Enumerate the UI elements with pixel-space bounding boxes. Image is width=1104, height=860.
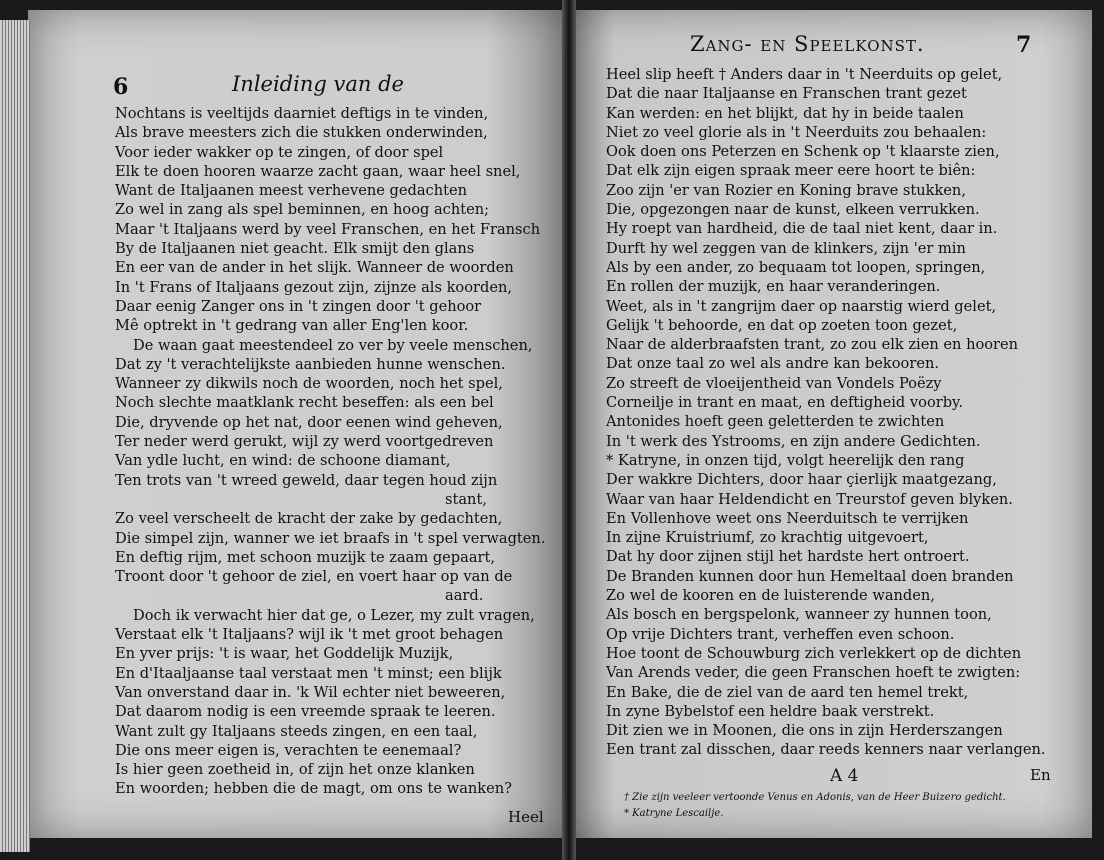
text-line: aard.: [445, 587, 484, 605]
text-line: En d'Itaaljaanse taal verstaat men 't minst; een blijk: [115, 664, 502, 682]
text-line: Der wakkre Dichters, door haar çierlijk maatgezang,: [606, 471, 997, 489]
text-line: Want de Italjaanen meest verhevene gedachten: [115, 182, 467, 200]
text-line: En Bake, die de ziel van de aard ten hemel trekt,: [606, 683, 969, 701]
text-line: Mê optrekt in 't gedrang van aller Eng'len koor.: [115, 317, 469, 335]
text-line: Gelijk 't behoorde, en dat op zoeten toon gezet,: [606, 316, 958, 334]
left-catchword: Heel: [508, 808, 544, 826]
text-line: Antonides hoeft geen geletterden te zwichten: [606, 413, 945, 431]
text-line: Dat onze taal zo wel als andre kan bekooren.: [606, 355, 939, 373]
text-line: * Katryne, in onzen tijd, volgt heerelijk den rang: [606, 451, 965, 469]
text-line: stant,: [445, 490, 487, 508]
text-line: En deftig rijm, met schoon muzijk te zaam gepaart,: [115, 548, 496, 566]
text-line: Zoo zijn 'er van Rozier en Koning brave stukken,: [606, 181, 966, 199]
text-line: Als by een ander, zo bequaam tot loopen, springen,: [606, 258, 986, 276]
text-line: Hoe toont de Schouwburg zich verlekkert op de dichten: [606, 644, 1022, 662]
text-line: Van onverstand daar in. 'k Wil echter niet beweeren,: [115, 683, 506, 701]
text-line: En Vollenhove weet ons Neerduitsch te verrijken: [606, 509, 969, 527]
text-line: Dat hy door zijnen stijl het hardste hert ontroert.: [606, 548, 970, 566]
text-line: Corneilje in trant en maat, en deftigheid voorby.: [606, 394, 963, 412]
footnote: * Katryne Lescailje.: [624, 808, 724, 819]
text-line: Zo veel verscheelt de kracht der zake by gedachten,: [115, 510, 503, 528]
text-line: Daar eenig Zanger ons in 't zingen door 't gehoor: [115, 297, 482, 315]
text-line: Troont door 't gehoor de ziel, en voert haar op van de: [115, 568, 513, 586]
footnote: † Zie zijn veeleer vertoonde Venus en Adonis, van de Heer Buizero gedicht.: [624, 792, 1006, 803]
text-line: In 't Frans of Italjaans gezout zijn, zijnze als koorden,: [115, 278, 512, 296]
text-line: Durft hy wel zeggen van de klinkers, zijn 'er min: [606, 239, 966, 257]
text-line: Naar de alderbraafsten trant, zo zou elk zien en hooren: [606, 336, 1019, 354]
text-line: Ten trots van 't wreed geweld, daar tegen houd zijn: [115, 471, 498, 489]
right-catchword: En: [1030, 766, 1051, 784]
text-line: Noch slechte maatklank recht beseffen: als een bel: [115, 394, 494, 412]
text-line: Heel slip heeft † Anders daar in 't Neerduits op gelet,: [606, 66, 1003, 83]
text-line: Van ydle lucht, en wind: de schoone diamant,: [115, 452, 451, 470]
text-line: Want zult gy Italjaans steeds zingen, en een taal,: [115, 722, 478, 740]
text-line: Die ons meer eigen is, verachten te eenemaal?: [115, 741, 462, 759]
text-line: Dat die naar Italjaanse en Franschen trant gezet: [606, 85, 967, 103]
text-line: In zijne Kruistriumf, zo krachtig uitgevoert,: [606, 529, 929, 547]
text-line: Zo wel de kooren en de luisterende wanden,: [606, 587, 935, 605]
text-line: Zo streeft de vloeijentheid van Vondels Poëzy: [606, 374, 942, 392]
footnotes: [624, 790, 1064, 822]
signature-mark: A 4: [830, 766, 859, 786]
text-line: Die simpel zijn, wanner we iet braafs in 't spel verwagten.: [115, 529, 546, 547]
text-line: Elk te doen hooren waarze zacht gaan, waar heel snel,: [115, 162, 521, 180]
text-line: Hy roept van hardheid, die de taal niet kent, daar in.: [606, 220, 998, 238]
text-line: Niet zo veel glorie als in 't Neerduits zou behaalen:: [606, 123, 987, 141]
page-edges: [0, 20, 30, 852]
left-page-number: 6: [113, 74, 129, 100]
right-text-block: [606, 65, 1056, 760]
text-line: Op vrije Dichters trant, verheffen even schoon.: [606, 625, 955, 643]
text-line: Is hier geen zoetheid in, of zijn het onze klanken: [115, 761, 475, 779]
text-line: Kan werden: en het blijkt, dat hy in beide taalen: [606, 104, 964, 122]
text-line: De waan gaat meestendeel zo ver by veele menschen,: [133, 336, 533, 354]
text-line: Wanneer zy dikwils noch de woorden, noch het spel,: [115, 375, 503, 393]
text-line: Verstaat elk 't Italjaans? wijl ik 't met groot behagen: [115, 626, 504, 644]
text-line: Weet, als in 't zangrijm daer op naarstig wierd gelet,: [606, 297, 997, 315]
text-line: Voor ieder wakker op te zingen, of door spel: [115, 143, 444, 161]
text-line: In 't werk des Ystrooms, en zijn andere Gedichten.: [606, 432, 981, 450]
text-line: Als brave meesters zich die stukken onderwinden,: [115, 124, 488, 142]
text-line: Nochtans is veeltijds daarniet deftigs in te vinden,: [115, 105, 489, 122]
text-line: En rollen der muzijk, en haar veranderingen.: [606, 278, 941, 296]
text-line: En woorden; hebben die de magt, om ons te wanken?: [115, 780, 512, 798]
text-line: Ook doen ons Peterzen en Schenk op 't klaarste zien,: [606, 143, 1000, 161]
text-line: Die, opgezongen naar de kunst, elkeen verrukken.: [606, 201, 980, 219]
text-line: Maar 't Italjaans werd by veel Franschen, en het Fransch: [115, 220, 541, 238]
right-page-number: 7: [1016, 32, 1032, 58]
text-line: Die, dryvende op het nat, door eenen wind geheven,: [115, 413, 503, 431]
text-line: Als bosch en bergspelonk, wanneer zy hunnen toon,: [606, 606, 992, 624]
text-line: In zyne Bybelstof een heldre baak verstrekt.: [606, 702, 935, 720]
text-line: Dit zien we in Moonen, die ons in zijn Herderszangen: [606, 722, 1003, 740]
right-running-header: Zang- en Speelkonst.: [690, 32, 925, 56]
text-line: Waar van haar Heldendicht en Treurstof geven blyken.: [606, 490, 1013, 508]
book-gutter: [562, 0, 576, 860]
text-line: De Branden kunnen door hun Hemeltaal doen branden: [606, 567, 1014, 585]
text-line: Doch ik verwacht hier dat ge, o Lezer, my zult vragen,: [133, 606, 535, 624]
text-line: Een trant zal disschen, daar reeds kenners naar verlangen.: [606, 741, 1046, 759]
text-line: By de Italjaanen niet geacht. Elk smijt den glans: [115, 240, 475, 258]
text-line: Dat zy 't verachtelijkste aanbieden hunne wenschen.: [115, 355, 506, 373]
text-line: Dat daarom nodig is een vreemde spraak te leeren.: [115, 703, 496, 721]
left-running-header: Inleiding van de: [232, 72, 404, 96]
text-line: Ter neder werd gerukt, wijl zy werd voortgedreven: [115, 433, 494, 451]
text-line: Zo wel in zang als spel beminnen, en hoog achten;: [115, 201, 490, 219]
text-line: En yver prijs: 't is waar, het Goddelijk Muzijk,: [115, 645, 454, 663]
text-line: En eer van de ander in het slijk. Wanneer de woorden: [115, 259, 514, 277]
left-text-block: [115, 104, 547, 799]
text-line: Dat elk zijn eigen spraak meer eere hoort te biên:: [606, 162, 976, 180]
text-line: Van Arends veder, die geen Franschen hoeft te zwigten:: [606, 664, 1021, 682]
